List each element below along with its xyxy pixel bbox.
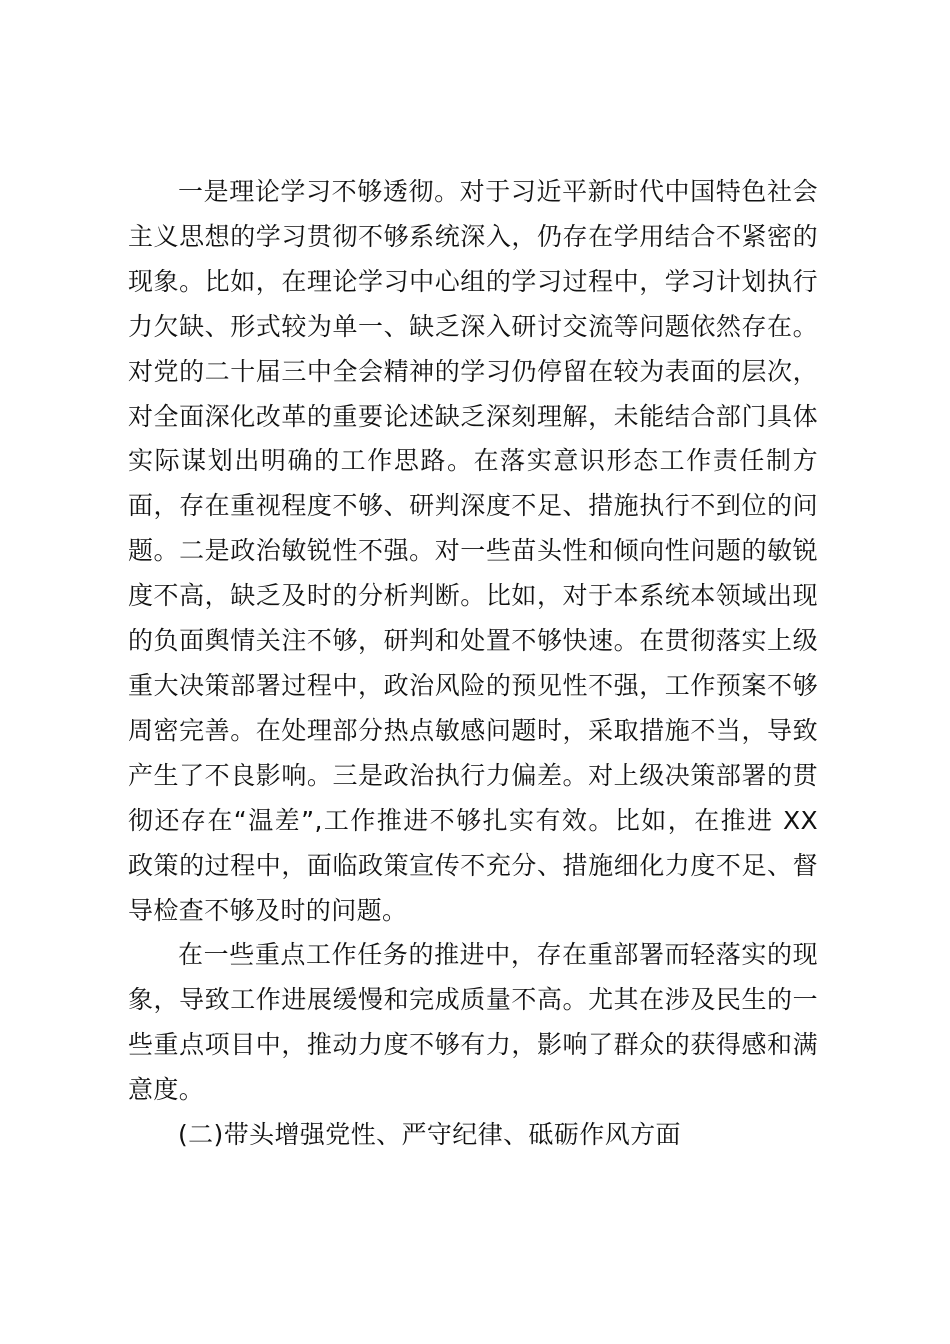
section-heading: (二)带头增强党性、严守纪律、砥砺作风方面 xyxy=(178,1120,681,1150)
paragraph-1: 一是理论学习不够透彻。对于习近平新时代中国特色社会主义思想的学习贯彻不够系统深入，仍存在学用结合不紧密的现象。比如，在理论学习中心组的学习过程中，学习计划执行力欠缺、形式较为单一、缺乏深入研讨交流等问题依然存在。对党的二十届三中全会精神的学习仍停留在较为表面的层次，对全面深化改革的重要论述缺乏深刻理解，未能结合部门具体实际谋划出明确的工作思路。在落实意识形态工作责任制方面，存在重视程度不够、研判深度不足、措施执行不到位的问题。二是政治敏锐性不强。对一些苗头性和倾向性问题的敏锐度不高，缺乏及时的分析判断。比如，对于本系统本领域出现的负面舆情关注不够，研判和处置不够快速。在贯彻落实上级重大决策部署过程中，政治风险的预见性不强，工作预案不够周密完善。在处理部分热点敏感问题时，采取措施不当，导致产生了不良影响。三是政治执行力偏差。对上级决策部署的贯彻还存在“温差”,工作推进不够扎实有效。比如，在推进 XX 政策的过程中，面临政策宣传不充分、措施细化力度不足、督导检查不够及时的问题。 xyxy=(128,177,818,925)
document-body xyxy=(128,170,818,1158)
paragraph-2: 在一些重点工作任务的推进中，存在重部署而轻落实的现象，导致工作进展缓慢和完成质量不高。尤其在涉及民生的一些重点项目中，推动力度不够有力，影响了群众的获得感和满意度。 xyxy=(128,940,818,1105)
